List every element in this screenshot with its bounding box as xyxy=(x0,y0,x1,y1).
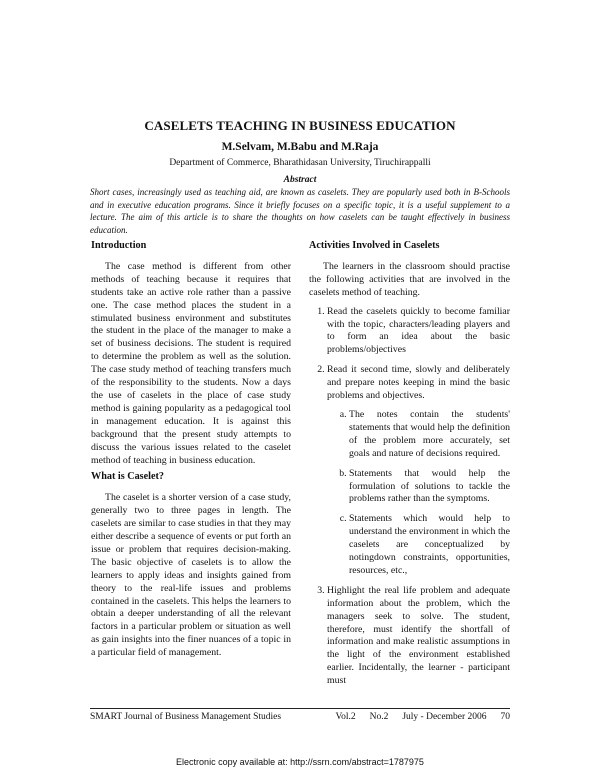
list-item xyxy=(327,306,510,358)
activity-2-text: Read it second time, slowly and deliberately and prepare notes keeping in mind the basic problems and objectives. xyxy=(327,364,510,402)
list-item xyxy=(349,468,510,507)
activity-1-text: Read the caselets quickly to become familiar with the topic, characters/leading players and to form an idea about the basic problems/objectives xyxy=(327,305,510,356)
page-number: 70 xyxy=(500,712,510,722)
activity-2-sublist xyxy=(327,409,510,578)
journal-footer xyxy=(90,712,510,722)
activity-2c-text: Statements which would help to understand the environment in which the caselets are conceptualized by notingdown constraints, opportunities, resources, etc., xyxy=(349,513,510,576)
journal-period: July - December 2006 xyxy=(402,712,487,722)
left-column xyxy=(91,240,291,664)
abstract-heading: Abstract xyxy=(283,175,317,185)
activities-heading: Activities Involved in Caselets xyxy=(309,240,440,251)
activities-intro: The learners in the classroom should practise the following activities that are involved in the caselets method of teaching. xyxy=(309,260,510,298)
activities-list xyxy=(309,306,510,688)
introduction-heading: Introduction xyxy=(91,240,147,251)
activity-3-text: Highlight the real life problem and adequate information about the problem, which the managers seek to solve. The student, therefore, must identify the shortfall of information and make realistic assumptions in the light of the environment established earlier. Incidentally, the learner - participant must xyxy=(327,584,510,687)
right-column xyxy=(309,240,510,695)
journal-volume: Vol.2 xyxy=(335,712,356,722)
paper-affiliation: Department of Commerce, Bharathidasan University, Tiruchirappalli xyxy=(169,158,431,168)
electronic-copy-notice: Electronic copy available at: http://ssrn.com/abstract=1787975 xyxy=(176,757,424,767)
what-is-caselet-paragraph: The caselet is a shorter version of a case study, generally two to three pages in length. The caselets are similar to case studies in that they may either describe a sequence of events or put forth an issue or problem that requires decision-making. The basic objective of caselets is to allow the learners to apply ideas and insights gained from theory to the real-life issues and problems contained in the caselets. This helps the learners to obtain a deeper understanding of all the relevant factors in a particular problem or situation as well as gain insights into the finer nuances of a topic in a particular field of management. xyxy=(91,492,291,659)
journal-name: SMART Journal of Business Management Studies xyxy=(90,712,282,722)
activity-2b-text: Statements that would help the formulation of solutions to tackle the problems rather than the symptoms. xyxy=(349,467,510,505)
paper-authors: M.Selvam, M.Babu and M.Raja xyxy=(221,141,379,153)
paper-title: CASELETS TEACHING IN BUSINESS EDUCATION xyxy=(144,118,456,133)
introduction-paragraph: The case method is different from other methods of teaching because it requires that students take an active role rather than a passive one. The case method places the student in a stimulated business environment and substitutes the student in the place of the manager to make a set of business decisions. The student is required to determine the problem as well as the solution. The case study method of teaching transfers much of the responsibility to the students. Now a days the use of caselets in the place of case study method is gaining popularity as a pedagogical tool in management education. It is against this background that the present study attempts to discuss the various issues related to the caselet method of teaching in business education. xyxy=(91,260,291,466)
list-item xyxy=(349,513,510,578)
list-item xyxy=(327,585,510,688)
footer-divider xyxy=(90,708,510,709)
activity-2a-text: The notes contain the students' statements that would help the definition of the problem more accurately, set goals and nature of decisions required. xyxy=(349,408,510,459)
list-item xyxy=(349,409,510,461)
list-item xyxy=(327,364,510,578)
journal-number: No.2 xyxy=(369,712,389,722)
abstract-text: Short cases, increasingly used as teaching aid, are known as caselets. They are popularly used both in B-Schools and in executive education programs. Since it briefly focuses on a specific topic, it is a useful supplement to a lecture. The aim of this article is to share the thoughts on how caselets can be taught effectively in business education. xyxy=(90,187,510,235)
what-is-caselet-heading: What is Caselet? xyxy=(91,471,165,483)
